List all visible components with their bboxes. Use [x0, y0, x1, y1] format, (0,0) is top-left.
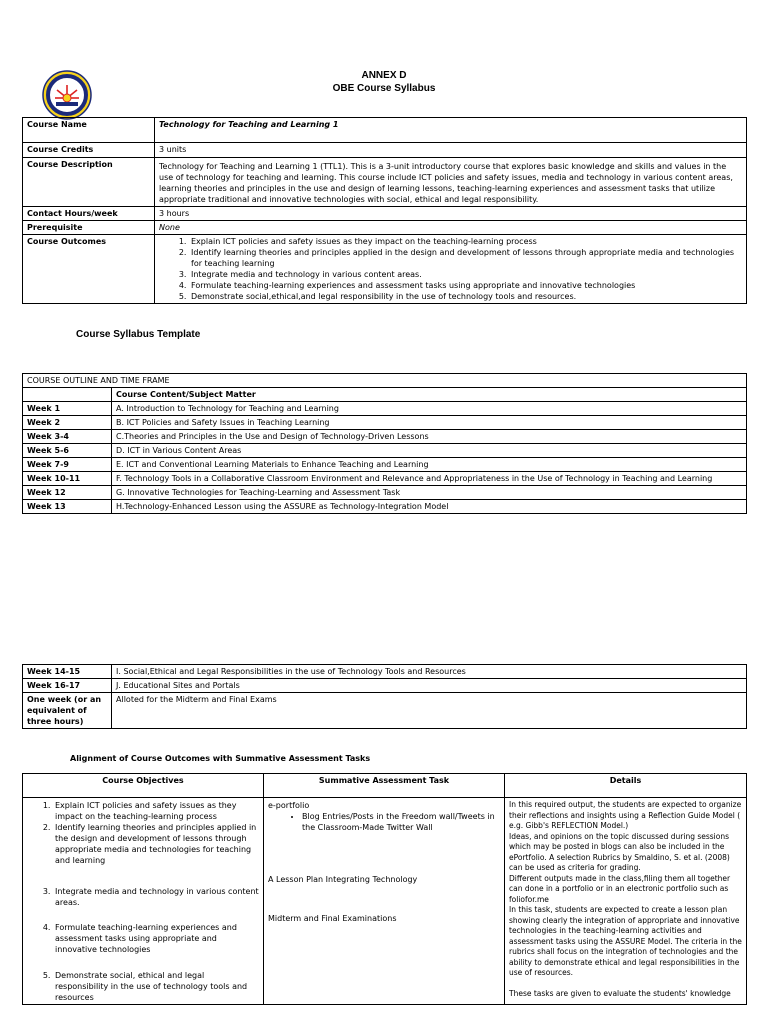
column-header: Course Objectives [23, 774, 264, 798]
list-item: 3. Integrate media and technology in various content areas. [189, 269, 742, 280]
week-content: H.Technology-Enhanced Lesson using the ASSURE as Technology-Integration Model [112, 500, 747, 514]
course-credits-label: Course Credits [23, 143, 155, 158]
week-content: B. ICT Policies and Safety Issues in Teaching Learning [112, 416, 747, 430]
list-item: 5. Demonstrate social,ethical,and legal responsibility in the use of technology tools and resources. [189, 291, 742, 302]
week-content: J. Educational Sites and Portals [112, 679, 747, 693]
alignment-table [22, 773, 747, 1005]
course-description-value: Technology for Teaching and Learning 1 (TTL1). This is a 3-unit introductory course that explores basic knowledge and skills and values in the use of technology for teaching and learning. This course include ICT policies and safety issues, media and technology in various content areas, learning theories and principles in the use and design of learning lessons, teaching-learning experiences and assessment tasks that utilize appropriate traditional and innovative technologies with social, ethical and legal responsibility. [155, 158, 747, 207]
table-row [23, 143, 747, 158]
detail-paragraph: Different outputs made in the class,filing them all together can done in a portfolio or in an electronic portfolio such as foliofor.me [509, 873, 731, 904]
task-eportfolio: e-portfolio [268, 801, 310, 810]
course-outline-table-continued [22, 664, 747, 729]
table-row [23, 665, 747, 679]
week-content: F. Technology Tools in a Collaborative Classroom Environment and Relevance and Appropriateness in the Use of Technology in Teaching and Learning [112, 472, 747, 486]
list-item: 2. Identify learning theories and principles applied in the design and development of lessons through appropriate media and technologies for teaching and learning [53, 822, 259, 866]
table-row [23, 693, 747, 729]
table-row [23, 486, 747, 500]
detail-paragraph: These tasks are given to evaluate the students' knowledge [509, 988, 731, 998]
prerequisite-value: None [155, 221, 747, 235]
list-item: 4. Formulate teaching-learning experiences and assessment tasks using appropriate and innovative technologies [53, 922, 259, 955]
list-item: • Blog Entries/Posts in the Freedom wall/Tweets in the Classroom-Made Twitter Wall [302, 811, 500, 833]
course-name-label: Course Name [23, 118, 155, 143]
table-row [23, 416, 747, 430]
column-header: Details [505, 774, 747, 798]
contact-hours-value: 3 hours [155, 207, 747, 221]
outline-title: COURSE OUTLINE AND TIME FRAME [23, 374, 747, 388]
alignment-heading: Alignment of Course Outcomes with Summative Assessment Tasks [70, 754, 371, 763]
table-row [23, 500, 747, 514]
course-name-value: Technology for Teaching and Learning 1 [155, 118, 747, 143]
details-cell [505, 798, 747, 1005]
week-content: E. ICT and Conventional Learning Materials to Enhance Teaching and Learning [112, 458, 747, 472]
table-row [23, 798, 747, 1005]
objectives-list [27, 800, 259, 1003]
week-label: Week 7-9 [23, 458, 112, 472]
table-row [23, 388, 747, 402]
table-row [23, 158, 747, 207]
detail-paragraph: In this task, students are expected to create a lesson plan showing clearly the integration of appropriate and innovative technologies in the teaching-learning activities and assessment tasks using the ASSURE Model. The criteria in the rubrics shall focus on the integration of technologies and the ability to demonstrate ethical and legal responsibilities in the use of resources. [509, 905, 742, 977]
list-item: 3. Integrate media and technology in various content areas. [53, 886, 259, 908]
course-outline-table [22, 373, 747, 514]
table-row [23, 118, 747, 143]
week-content: I. Social,Ethical and Legal Responsibilities in the use of Technology Tools and Resources [112, 665, 747, 679]
table-row [23, 374, 747, 388]
objectives-cell [23, 798, 264, 1005]
task-bullet-list [268, 811, 500, 833]
syllabus-template-heading: Course Syllabus Template [76, 329, 201, 340]
week-label: Week 14-15 [23, 665, 112, 679]
task-lesson-plan: A Lesson Plan Integrating Technology [268, 875, 418, 884]
table-row [23, 774, 747, 798]
table-row [23, 430, 747, 444]
contact-hours-label: Contact Hours/week [23, 207, 155, 221]
week-label: Week 1 [23, 402, 112, 416]
detail-paragraph: In this required output, the students are expected to organize their reflections and insights using a Reflection Guide Model ( e.g. Gibb's REFLECTION Model.) [509, 800, 742, 830]
table-row [23, 679, 747, 693]
course-info-table [22, 117, 747, 304]
list-item: 4. Formulate teaching-learning experiences and assessment tasks using appropriate and innovative technologies [189, 280, 742, 291]
week-label: Week 2 [23, 416, 112, 430]
course-outcomes-list [159, 236, 742, 302]
list-item: 2. Identify learning theories and principles applied in the design and development of lessons through appropriate media and technologies for teaching learning [189, 247, 742, 269]
week-label: Week 5-6 [23, 444, 112, 458]
task-exams: Midterm and Final Examinations [268, 914, 397, 923]
annex-label: ANNEX D [361, 70, 407, 81]
column-header: Summative Assessment Task [264, 774, 505, 798]
course-outcomes-label: Course Outcomes [23, 235, 155, 304]
document-title: OBE Course Syllabus [332, 83, 436, 94]
list-item: 1. Explain ICT policies and safety issues as they impact on the teaching-learning process [53, 800, 259, 822]
week-content: D. ICT in Various Content Areas [112, 444, 747, 458]
table-row [23, 458, 747, 472]
week-label: Week 10-11 [23, 472, 112, 486]
prerequisite-label: Prerequisite [23, 221, 155, 235]
list-item: 1. Explain ICT policies and safety issues as they impact on the teaching-learning process [189, 236, 742, 247]
week-content: C.Theories and Principles in the Use and Design of Technology-Driven Lessons [112, 430, 747, 444]
course-description-label: Course Description [23, 158, 155, 207]
week-label: Week 12 [23, 486, 112, 500]
course-outcomes-cell [155, 235, 747, 304]
table-row [23, 221, 747, 235]
table-row [23, 207, 747, 221]
table-row [23, 402, 747, 416]
week-content: G. Innovative Technologies for Teaching-Learning and Assessment Task [112, 486, 747, 500]
table-row [23, 235, 747, 304]
table-row [23, 472, 747, 486]
outline-week-header [23, 388, 112, 402]
detail-paragraph: Ideas, and opinions on the topic discussed during sessions which may be posted in blogs can also be included in the ePortfolio. A selection Rubrics by Smaldino, S. et al. (2008) can be used as criteria for grading. [509, 831, 730, 872]
week-content: A. Introduction to Technology for Teaching and Learning [112, 402, 747, 416]
week-label: Week 16-17 [23, 679, 112, 693]
outline-content-header: Course Content/Subject Matter [112, 388, 747, 402]
week-label: Week 3-4 [23, 430, 112, 444]
table-row [23, 444, 747, 458]
course-credits-value: 3 units [155, 143, 747, 158]
week-label: One week (or an equivalent of three hours) [23, 693, 112, 729]
list-item: 5. Demonstrate social, ethical and legal responsibility in the use of technology tools and resources [53, 970, 259, 1003]
week-content: Alloted for the Midterm and Final Exams [112, 693, 747, 729]
week-label: Week 13 [23, 500, 112, 514]
tasks-cell [264, 798, 505, 1005]
